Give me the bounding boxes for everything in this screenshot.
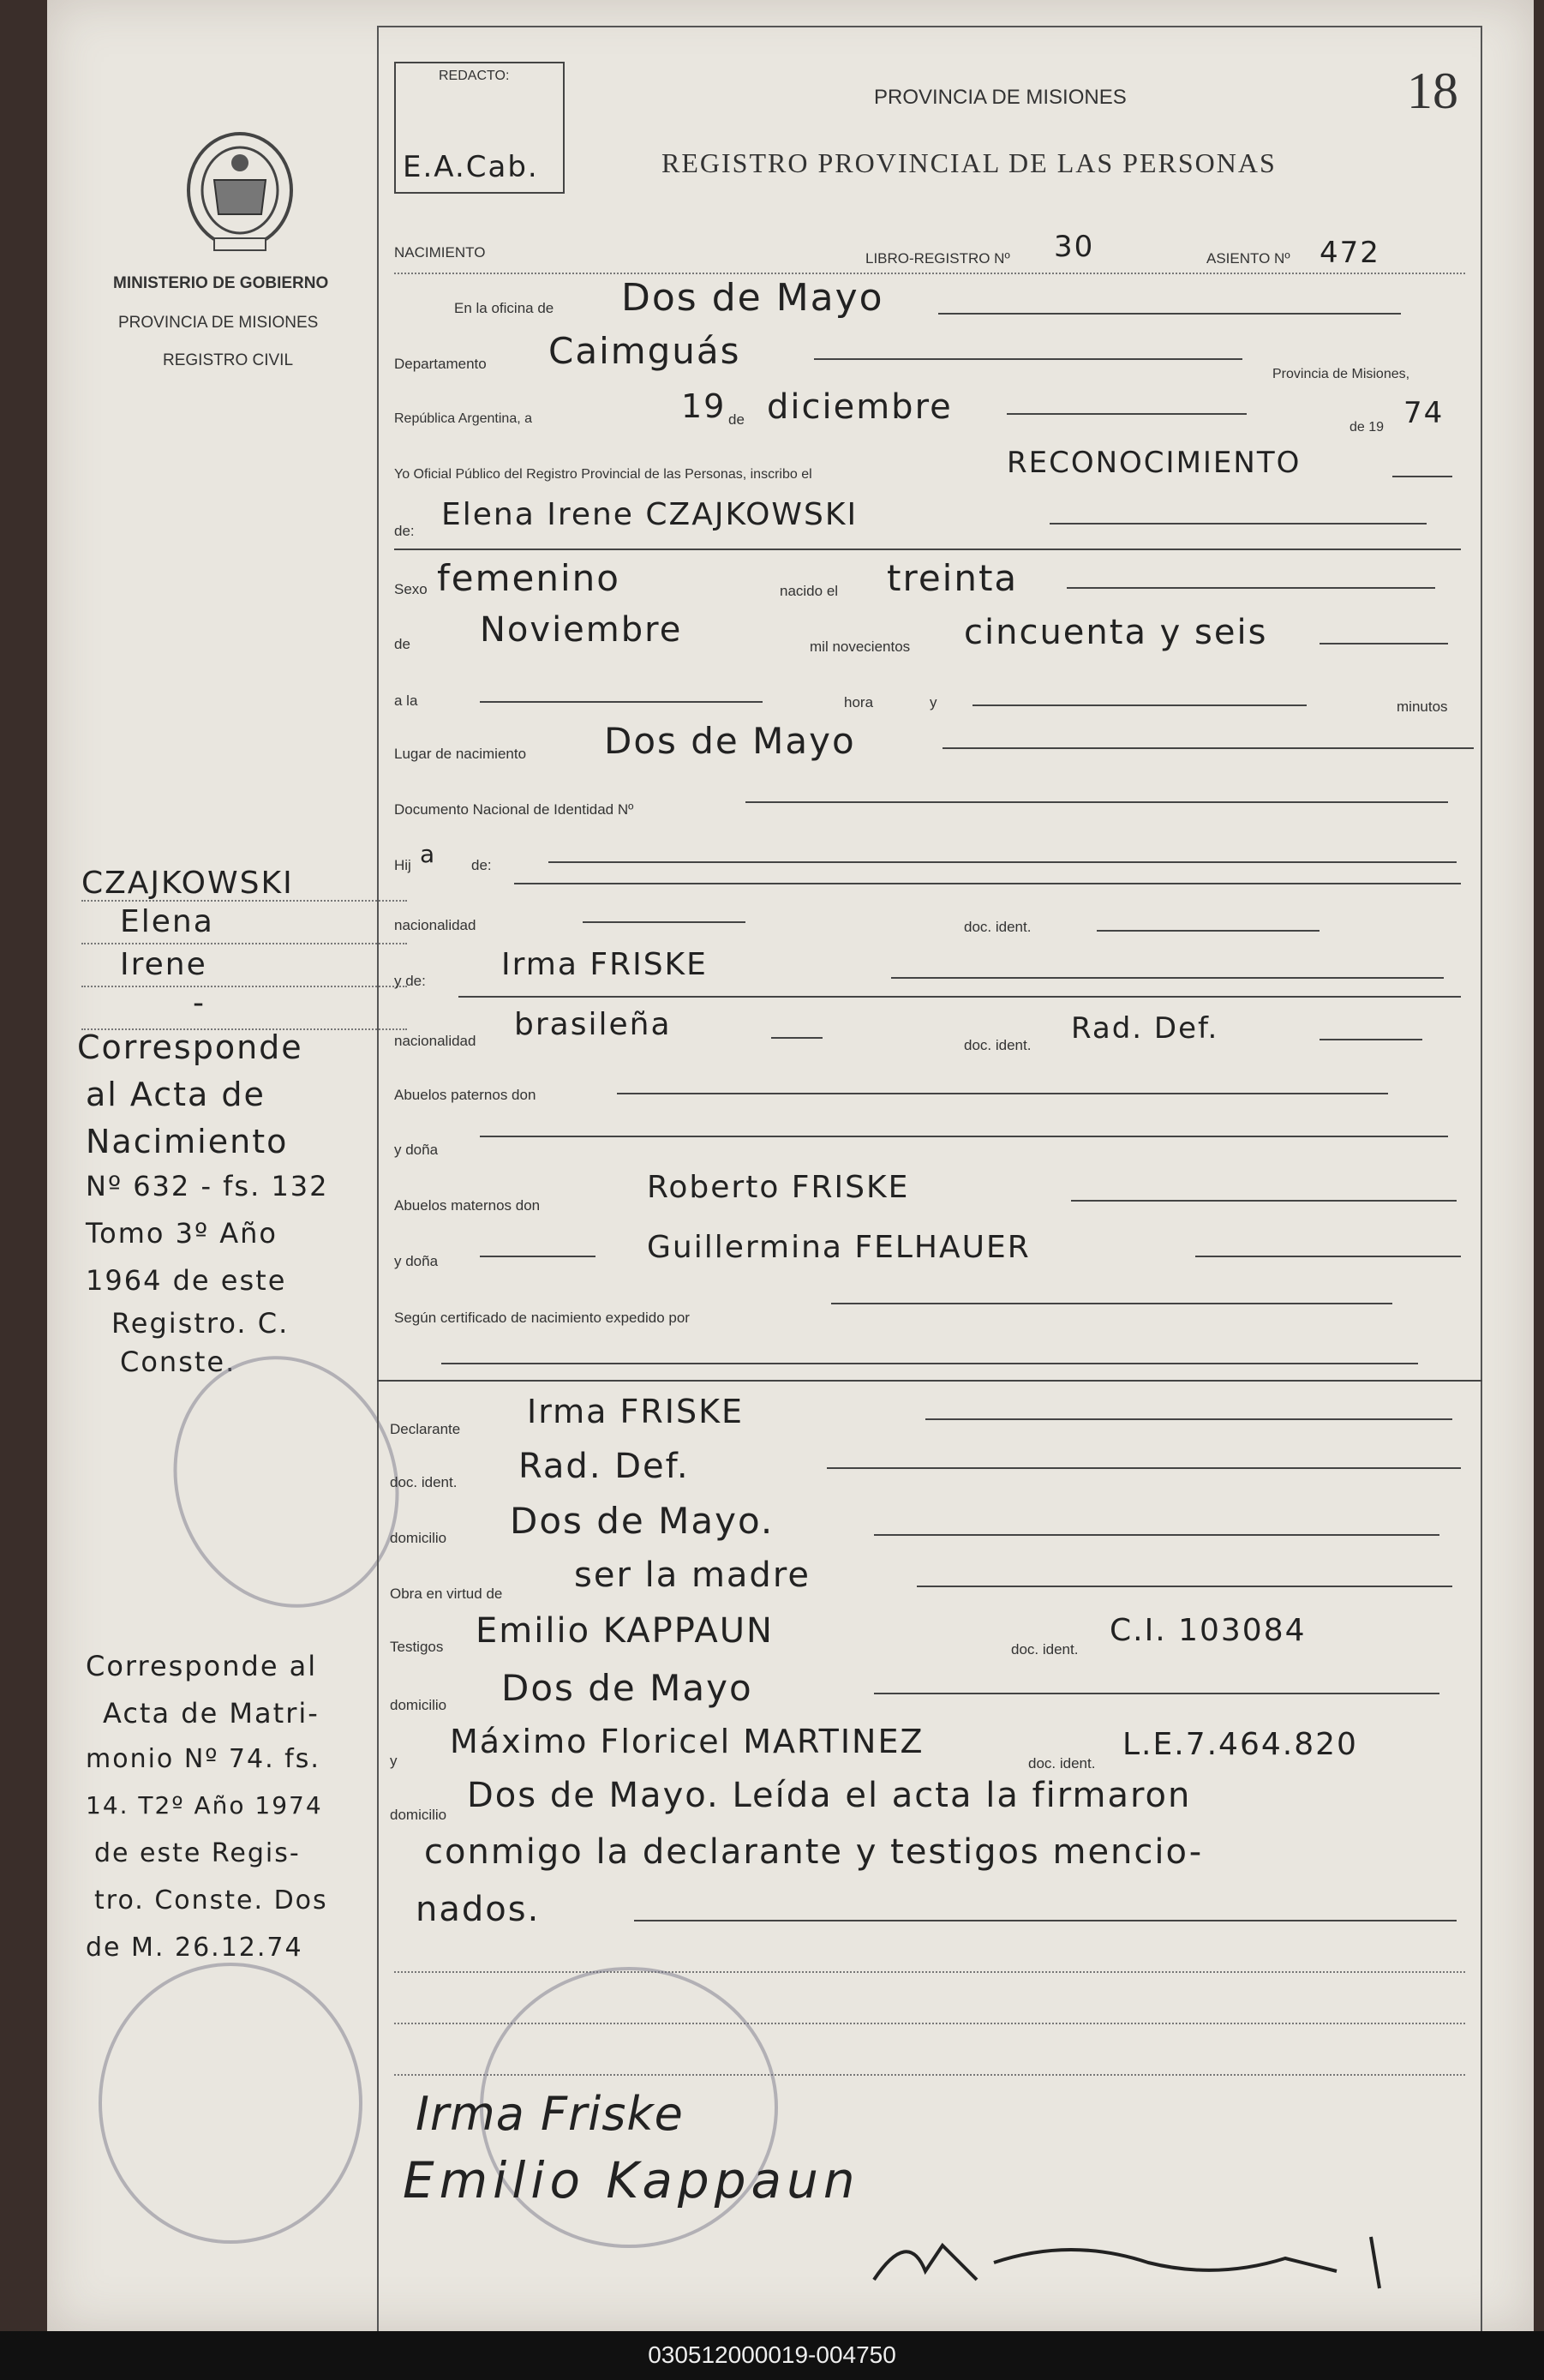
margin-note-line: 1964 de este bbox=[86, 1264, 287, 1297]
sexo-value: femenino bbox=[437, 557, 620, 599]
margin-note-line: 14. T2º Año 1974 bbox=[86, 1791, 323, 1819]
de3-label: de bbox=[394, 636, 410, 652]
page-number: 18 bbox=[1407, 63, 1458, 119]
margin-note-line: CZAJKOWSKI bbox=[81, 866, 294, 901]
minutos-label: minutos bbox=[1397, 698, 1448, 715]
ministry-province-label: PROVINCIA DE MISIONES bbox=[118, 314, 319, 332]
rule bbox=[1320, 643, 1448, 644]
hijo-suffix: a bbox=[420, 840, 437, 868]
doc-ident2-label: doc. ident. bbox=[964, 1037, 1032, 1053]
yde-label: y de: bbox=[394, 973, 426, 989]
ydona-label: y doña bbox=[394, 1142, 439, 1158]
continuation-line-2: nados. bbox=[416, 1890, 541, 1929]
rule bbox=[891, 977, 1444, 979]
asiento-label: ASIENTO Nº bbox=[1206, 250, 1290, 267]
registry-title: REGISTRO PROVINCIAL DE LAS PERSONAS bbox=[661, 147, 1277, 178]
ala-label: a la bbox=[394, 692, 418, 709]
domicilio-value: Dos de Mayo. bbox=[510, 1500, 775, 1542]
nacionalidad2-label: nacionalidad bbox=[394, 1033, 476, 1049]
provincia-label: Provincia de Misiones, bbox=[1272, 367, 1410, 381]
province-title: PROVINCIA DE MISIONES bbox=[874, 86, 1127, 109]
rule bbox=[925, 1418, 1452, 1420]
domicilio3-value: Dos de Mayo. Leída el acta la firmaron bbox=[467, 1776, 1192, 1815]
doc-ident5-label: doc. ident. bbox=[1028, 1755, 1096, 1772]
redacto-initials: E.A.Cab. bbox=[403, 150, 539, 184]
rule bbox=[441, 1363, 1418, 1364]
domicilio3-label: domicilio bbox=[390, 1807, 447, 1823]
testigo1-doc: C.I. 103084 bbox=[1110, 1613, 1307, 1648]
doc-ident4-label: doc. ident. bbox=[1011, 1641, 1079, 1658]
rule bbox=[1071, 1200, 1457, 1202]
rule bbox=[1320, 1039, 1422, 1040]
doc-ident2-value: Rad. Def. bbox=[1071, 1011, 1219, 1046]
abuelo-mat-value: Roberto FRISKE bbox=[647, 1170, 910, 1205]
mes-nac-value: Noviembre bbox=[480, 610, 683, 650]
testigo1-value: Emilio KAPPAUN bbox=[476, 1611, 774, 1651]
rule bbox=[771, 1037, 823, 1039]
margin-note-line: de M. 26.12.74 bbox=[86, 1933, 303, 1963]
departamento-label: Departamento bbox=[394, 356, 487, 372]
margin-note-line: de este Regis- bbox=[94, 1838, 301, 1868]
rule bbox=[480, 1136, 1448, 1137]
sexo-label: Sexo bbox=[394, 581, 428, 597]
oficina-label: En la oficina de bbox=[454, 300, 554, 316]
rule bbox=[394, 1971, 1465, 1973]
margin-stamp bbox=[99, 1963, 362, 2244]
rule bbox=[938, 313, 1401, 315]
signature-testigo: Emilio Kappaun bbox=[403, 2151, 860, 2209]
rule bbox=[1050, 523, 1427, 525]
footer-bar bbox=[0, 2331, 1544, 2380]
rule bbox=[1195, 1256, 1461, 1257]
anio-value: 74 bbox=[1403, 396, 1445, 430]
lugar-value: Dos de Mayo bbox=[604, 720, 856, 762]
departamento-value: Caimguás bbox=[548, 330, 741, 372]
margin-note-line: Elena bbox=[120, 904, 214, 939]
rule bbox=[480, 701, 763, 703]
rule bbox=[458, 996, 1461, 998]
ydona2-label: y doña bbox=[394, 1253, 439, 1269]
rule bbox=[874, 1693, 1439, 1694]
nacido-label: nacido el bbox=[780, 583, 839, 599]
margin-note-line: Tomo 3º Año bbox=[86, 1217, 278, 1250]
margin-note-line: al Acta de bbox=[86, 1076, 266, 1113]
doc-ident-label: doc. ident. bbox=[964, 919, 1032, 935]
asiento-value: 472 bbox=[1320, 236, 1380, 270]
margin-note-line: monio Nº 74. fs. bbox=[86, 1744, 320, 1774]
margin-note-line: Acta de Matri- bbox=[103, 1697, 320, 1730]
rule bbox=[943, 747, 1474, 749]
margin-note-line: Corresponde bbox=[77, 1028, 303, 1066]
column-divider bbox=[377, 26, 379, 2331]
continuation-line-1: conmigo la declarante y testigos mencio- bbox=[424, 1832, 1204, 1872]
margin-note-line: tro. Conste. Dos bbox=[94, 1885, 328, 1915]
declarante-value: Irma FRISKE bbox=[527, 1393, 745, 1430]
hijo-label: Hij bbox=[394, 857, 411, 873]
rule bbox=[617, 1093, 1388, 1094]
margin-note-line: - bbox=[193, 986, 206, 1021]
rule bbox=[814, 358, 1242, 360]
rule bbox=[514, 883, 1461, 884]
nacionalidad-label: nacionalidad bbox=[394, 917, 476, 933]
mes-value: diciembre bbox=[767, 387, 953, 427]
nombre-value: Elena Irene CZAJKOWSKI bbox=[441, 497, 859, 532]
nacimiento-label: NACIMIENTO bbox=[394, 244, 486, 261]
hijo-de-label: de: bbox=[471, 857, 492, 873]
abuelos-pat-label: Abuelos paternos don bbox=[394, 1087, 536, 1103]
rule bbox=[394, 549, 1461, 550]
margin-rule bbox=[81, 986, 407, 987]
y2-label: y bbox=[390, 1753, 398, 1769]
rule bbox=[831, 1303, 1392, 1304]
civil-registry-label: REGISTRO CIVIL bbox=[163, 351, 294, 369]
oficial-label: Yo Oficial Público del Registro Provincial de las Personas, inscribo el bbox=[394, 467, 812, 482]
doc-ident3-value: Rad. Def. bbox=[518, 1447, 690, 1486]
margin-note-line: Registro. C. bbox=[111, 1307, 290, 1340]
oficina-value: Dos de Mayo bbox=[621, 276, 884, 320]
rule bbox=[1007, 413, 1247, 415]
de2-label: de: bbox=[394, 523, 415, 539]
margin-note-line: Corresponde al bbox=[86, 1650, 318, 1682]
rule bbox=[548, 861, 1457, 863]
anio-nac-value: cincuenta y seis bbox=[964, 613, 1268, 652]
abuela-mat-value: Guillermina FELHAUER bbox=[647, 1230, 1031, 1265]
segun-label: Según certificado de nacimiento expedido por bbox=[394, 1310, 690, 1326]
rule bbox=[394, 273, 1465, 274]
rule bbox=[1392, 476, 1452, 477]
republica-label: República Argentina, a bbox=[394, 411, 532, 426]
libro-label: LIBRO-REGISTRO Nº bbox=[865, 250, 1010, 267]
rule bbox=[972, 704, 1307, 706]
libro-value: 30 bbox=[1054, 230, 1095, 264]
domicilio2-value: Dos de Mayo bbox=[501, 1667, 753, 1709]
testigo2-doc: L.E.7.464.820 bbox=[1122, 1727, 1358, 1762]
rule bbox=[917, 1586, 1452, 1587]
nacido-value: treinta bbox=[887, 557, 1019, 599]
margin-rule bbox=[81, 900, 407, 902]
redacto-label: REDACTO: bbox=[439, 69, 510, 83]
rule bbox=[377, 1380, 1482, 1382]
rule bbox=[1067, 587, 1435, 589]
domicilio2-label: domicilio bbox=[390, 1697, 447, 1713]
barcode-text: 030512000019-004750 bbox=[648, 2341, 896, 2368]
anio-label: de 19 bbox=[1350, 420, 1385, 435]
top-border bbox=[377, 26, 1482, 27]
hora-label: hora bbox=[844, 694, 874, 710]
y-label: y bbox=[930, 694, 937, 710]
declarante-label: Declarante bbox=[390, 1421, 461, 1437]
signature-declarante: Irma Friske bbox=[416, 2087, 684, 2141]
rule bbox=[583, 921, 745, 923]
rule bbox=[1097, 930, 1320, 932]
testigos-label: Testigos bbox=[390, 1639, 444, 1655]
provincial-seal-icon bbox=[180, 129, 300, 257]
mil-label: mil novecientos bbox=[810, 638, 911, 655]
rule bbox=[827, 1467, 1461, 1469]
margin-note-line: Irene bbox=[120, 947, 207, 982]
rule bbox=[745, 801, 1448, 803]
right-border bbox=[1481, 26, 1482, 2331]
abuelos-mat-label: Abuelos maternos don bbox=[394, 1197, 541, 1214]
lugar-label: Lugar de nacimiento bbox=[394, 746, 527, 762]
margin-note-line: Conste. bbox=[120, 1346, 236, 1378]
margin-rule bbox=[81, 943, 407, 944]
doc-ident3-label: doc. ident. bbox=[390, 1474, 458, 1490]
rule bbox=[874, 1534, 1439, 1536]
left-margin-column bbox=[47, 0, 377, 2331]
ministry-label: MINISTERIO DE GOBIERNO bbox=[113, 274, 329, 292]
de-label: de bbox=[728, 411, 745, 428]
margin-note-line: Nacimiento bbox=[86, 1123, 289, 1160]
nacionalidad2-value: brasileña bbox=[514, 1007, 672, 1042]
margin-note-line: Nº 632 - fs. 132 bbox=[86, 1170, 329, 1202]
rule bbox=[634, 1920, 1457, 1921]
documento-label: Documento Nacional de Identidad Nº bbox=[394, 801, 634, 818]
margin-rule bbox=[81, 1028, 407, 1030]
tipo-value: RECONOCIMIENTO bbox=[1007, 446, 1302, 480]
official-signature-icon bbox=[857, 2211, 1439, 2305]
madre-value: Irma FRISKE bbox=[501, 947, 708, 982]
obra-label: Obra en virtud de bbox=[390, 1586, 503, 1602]
obra-value: ser la madre bbox=[574, 1556, 811, 1595]
dia-value: 19 bbox=[681, 387, 727, 425]
rule bbox=[480, 1256, 595, 1257]
domicilio-label: domicilio bbox=[390, 1530, 447, 1546]
testigo2-value: Máximo Floricel MARTINEZ bbox=[450, 1723, 925, 1760]
